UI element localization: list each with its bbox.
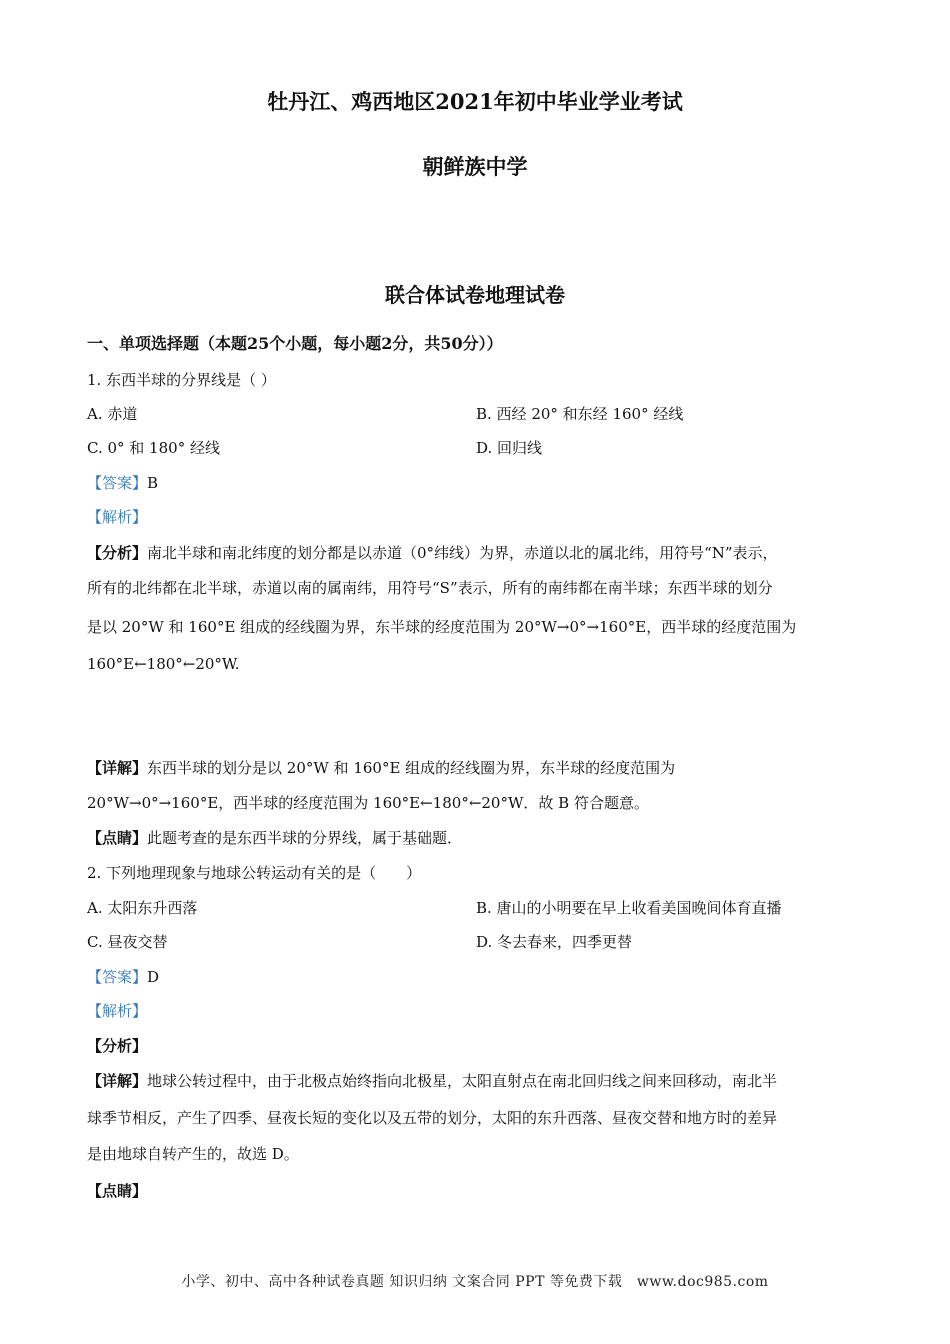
- school-name: 朝鲜族中学: [422, 154, 528, 179]
- q1-option-a: A. 赤道: [87, 405, 138, 423]
- dianjing-text: 此题考查的是东西半球的分界线，属于基础题．: [147, 829, 463, 847]
- dianjing-tag: 【点睛】: [87, 829, 148, 847]
- xiangjie-text: 地球公转过程中，由于北极点始终指向北极星，太阳直射点在南北回归线之间来回移动，南北半: [147, 1072, 778, 1090]
- q2-xiangjie-line2: 球季节相反，产生了四季、昼夜长短的变化以及五带的划分，太阳的东升西落、昼夜交替和地方时的差异: [87, 1109, 778, 1127]
- answer-tag: 【答案】: [87, 968, 148, 986]
- q1-option-b: B. 西经 20° 和东经 160° 经线: [476, 405, 684, 423]
- answer-value: D: [147, 968, 160, 986]
- q1-xiangjie-line1: [87, 757, 675, 779]
- q2-answer: [87, 966, 159, 988]
- exam-title: 牡丹江、鸡西地区2021年初中毕业学业考试: [267, 89, 683, 114]
- section-heading: 一、单项选择题（本题25个小题，每小题2分，共50分））: [87, 334, 503, 353]
- xiangjie-tag: 【详解】: [87, 1072, 148, 1090]
- q2-option-c: C. 昼夜交替: [87, 933, 168, 951]
- fenxi-tag: 【分析】: [87, 544, 148, 562]
- q1-jiexi-tag: 【解析】: [87, 508, 148, 526]
- q1-xiangjie-line2: 20°W→0°→160°E，西半球的经度范围为 160°E←180°←20°W．故 B 符合题意。: [87, 794, 649, 812]
- xiangjie-text: 东西半球的划分是以 20°W 和 160°E 组成的经线圈为界，东半球的经度范围为: [147, 759, 676, 777]
- xiangjie-tag: 【详解】: [87, 759, 148, 777]
- q1-dianjing: [87, 827, 462, 849]
- q1-fenxi-line2: 所有的北纬都在北半球，赤道以南的属南纬，用符号“S”表示，所有的南纬都在南半球；东西半球的划分: [87, 579, 773, 597]
- page-footer: 小学、初中、高中各种试卷真题 知识归纳 文案合同 PPT 等免费下载 www.doc985.com: [181, 1274, 769, 1290]
- q1-fenxi-line4: 160°E←180°←20°W.: [87, 655, 240, 673]
- q1-stem: 1. 东西半球的分界线是（ ）: [87, 371, 276, 389]
- q1-fenxi-line1: [87, 542, 778, 564]
- answer-value: B: [147, 474, 159, 492]
- q1-fenxi-line3: 是以 20°W 和 160°E 组成的经线圈为界，东半球的经度范围为 20°W→0°→160°E，西半球的经度范围为: [87, 618, 797, 636]
- q1-option-d: D. 回归线: [476, 439, 543, 457]
- fenxi-text: 南北半球和南北纬度的划分都是以赤道（0°纬线）为界，赤道以北的属北纬，用符号“N”表示，: [147, 544, 778, 562]
- q2-xiangjie-line3: 是由地球自转产生的，故选 D。: [87, 1145, 299, 1163]
- q2-xiangjie-line1: [87, 1070, 777, 1092]
- answer-tag: 【答案】: [87, 474, 148, 492]
- q2-option-d: D. 冬去春来，四季更替: [476, 933, 633, 951]
- q1-option-c: C. 0° 和 180° 经线: [87, 439, 220, 457]
- q2-stem: 2. 下列地理现象与地球公转运动有关的是（ ）: [87, 864, 422, 882]
- paper-title: 联合体试卷地理试卷: [385, 283, 565, 307]
- q1-answer: [87, 472, 158, 494]
- q2-option-a: A. 太阳东升西落: [87, 899, 198, 917]
- q2-option-b: B. 唐山的小明要在早上收看美国晚间体育直播: [476, 899, 782, 917]
- q2-jiexi-tag: 【解析】: [87, 1002, 148, 1020]
- q2-fenxi-tag: 【分析】: [87, 1037, 148, 1055]
- q2-dianjing-tag: 【点睛】: [87, 1182, 148, 1200]
